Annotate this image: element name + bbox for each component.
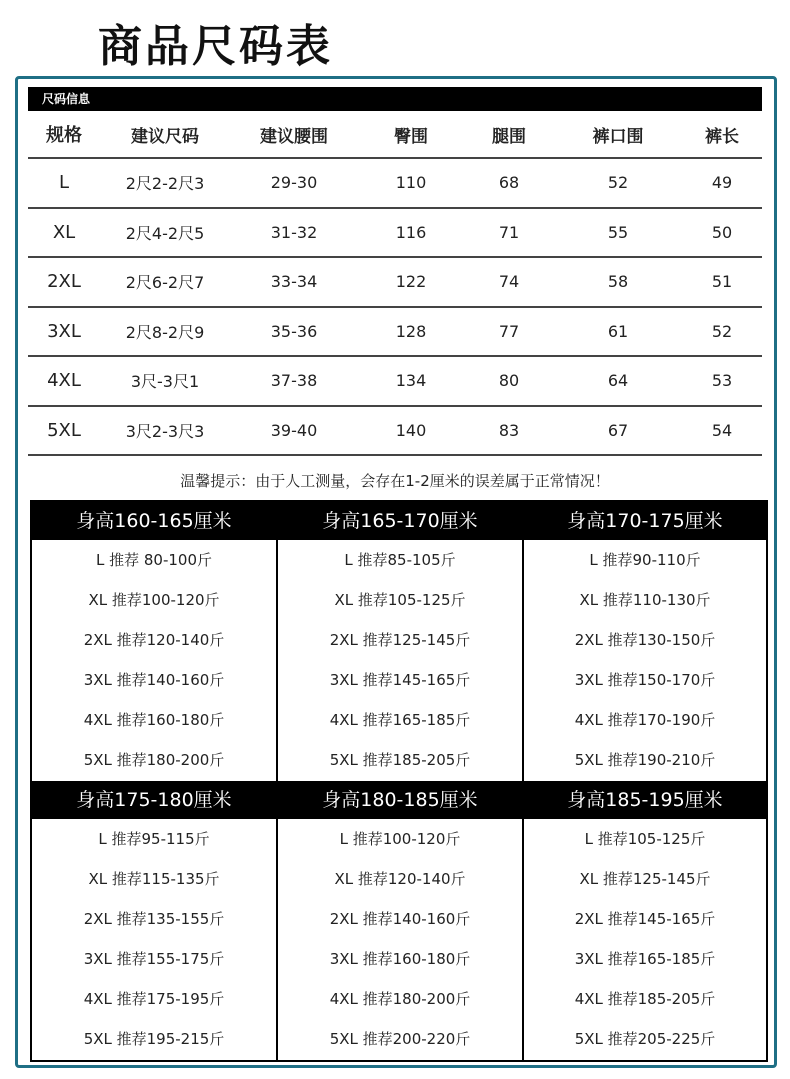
recommendation-list [278,819,522,1059]
table-cell: 53 [711,371,733,391]
list-item: 4XL 推荐180-200斤 [329,990,471,1008]
height-range-header: 身高180-185厘米 [278,781,522,819]
list-item: 4XL 推荐170-190斤 [574,711,716,729]
table-cell: 3尺2-3尺3 [125,421,205,441]
list-item: 3XL 推荐160-180斤 [329,950,471,968]
recommendation-list [522,819,768,1059]
header-cell-hem: 裤口围 [592,126,644,147]
table-cell: 64 [607,371,629,391]
list-item: XL 推荐100-120斤 [88,591,220,609]
table-row [28,308,762,358]
list-item: 3XL 推荐140-160斤 [83,671,225,689]
table-cell: 61 [607,321,629,341]
table-cell: 37-38 [270,371,318,391]
list-item: 4XL 推荐175-195斤 [83,990,225,1008]
height-group [278,781,524,1060]
table-cell: 83 [498,420,520,440]
list-item: 3XL 推荐155-175斤 [83,950,225,968]
table-cell: 58 [607,272,629,292]
table-cell: 110 [395,173,427,193]
table-cell: 39-40 [270,420,318,440]
table-cell: 4XL [47,370,81,392]
table-cell: 74 [498,272,520,292]
page-title: 商品尺码表 [98,21,333,72]
height-group [32,502,278,781]
height-range-header: 身高185-195厘米 [522,781,768,819]
header-cell-hip: 臀围 [394,126,428,147]
list-item: 4XL 推荐165-185斤 [329,711,471,729]
recommendation-list [278,540,522,780]
table-cell: 50 [711,222,733,242]
list-item: XL 推荐125-145斤 [579,870,711,888]
table-row [28,258,762,308]
table-cell: L [58,172,70,194]
table-cell: XL [52,221,76,243]
list-item: 4XL 推荐160-180斤 [83,711,225,729]
height-range-header: 身高165-170厘米 [278,502,522,540]
size-table [28,111,762,456]
table-cell: 140 [395,420,427,440]
table-cell: 134 [395,371,427,391]
table-cell: 77 [498,321,520,341]
table-cell: 31-32 [270,222,318,242]
table-row [28,407,762,457]
list-item: L 推荐95-115斤 [98,830,210,848]
list-item: L 推荐85-105斤 [344,551,456,569]
list-item: 3XL 推荐165-185斤 [574,950,716,968]
table-row [28,357,762,407]
table-cell: 55 [607,222,629,242]
list-item: 5XL 推荐180-200斤 [83,751,225,769]
table-header-row [28,111,762,159]
table-cell: 35-36 [270,321,318,341]
recommendation-list [32,819,276,1059]
height-range-header: 身高170-175厘米 [522,502,768,540]
table-cell: 116 [395,222,427,242]
height-group [522,781,768,1060]
table-cell: 71 [498,222,520,242]
table-row [28,159,762,209]
header-cell-waist: 建议腰围 [260,126,328,147]
table-cell: 2尺2-2尺3 [125,174,205,194]
height-group [32,781,278,1060]
header-cell-size: 建议尺码 [131,126,199,147]
table-cell: 67 [607,420,629,440]
size-info-header: 尺码信息 [28,87,762,111]
height-group [522,502,768,781]
list-item: 2XL 推荐145-165斤 [574,910,716,928]
list-item: XL 推荐120-140斤 [334,870,466,888]
height-group [278,502,524,781]
table-cell: 2尺4-2尺5 [125,223,205,243]
table-cell: 49 [711,173,733,193]
table-cell: 80 [498,371,520,391]
size-chart-frame [15,76,777,1068]
table-cell: 122 [395,272,427,292]
list-item: 3XL 推荐150-170斤 [574,671,716,689]
recommendation-list [522,540,768,780]
list-item: 2XL 推荐130-150斤 [574,631,716,649]
list-item: L 推荐90-110斤 [589,551,701,569]
table-cell: 52 [607,173,629,193]
height-range-header: 身高175-180厘米 [32,781,276,819]
list-item: 5XL 推荐200-220斤 [329,1030,471,1048]
table-cell: 3尺-3尺1 [130,372,200,392]
list-item: 5XL 推荐205-225斤 [574,1030,716,1048]
table-cell: 2XL [47,271,81,293]
tip-text: 温馨提示：由于人工测量，会存在1-2厘米的误差属于正常情况！ [180,472,610,490]
header-cell-spec: 规格 [46,125,82,146]
list-item: L 推荐 80-100斤 [95,551,213,569]
table-cell: 2尺6-2尺7 [125,273,205,293]
table-body [28,159,762,456]
list-item: 4XL 推荐185-205斤 [574,990,716,1008]
header-cell-thigh: 腿围 [492,126,526,147]
height-range-header: 身高160-165厘米 [32,502,276,540]
list-item: 5XL 推荐195-215斤 [83,1030,225,1048]
list-item: 2XL 推荐135-155斤 [83,910,225,928]
table-cell: 33-34 [270,272,318,292]
list-item: 5XL 推荐185-205斤 [329,751,471,769]
list-item: 2XL 推荐140-160斤 [329,910,471,928]
list-item: L 推荐100-120斤 [339,830,461,848]
table-row [28,209,762,259]
list-item: 2XL 推荐125-145斤 [329,631,471,649]
table-cell: 2尺8-2尺9 [125,322,205,342]
list-item: XL 推荐105-125斤 [334,591,466,609]
table-cell: 51 [711,272,733,292]
list-item: 5XL 推荐190-210斤 [574,751,716,769]
table-cell: 52 [711,321,733,341]
header-cell-length: 裤长 [705,126,739,147]
list-item: 3XL 推荐145-165斤 [329,671,471,689]
recommendation-list [32,540,276,780]
list-item: XL 推荐115-135斤 [88,870,220,888]
table-cell: 68 [498,173,520,193]
list-item: XL 推荐110-130斤 [579,591,711,609]
table-cell: 3XL [47,320,81,342]
table-cell: 29-30 [270,173,318,193]
table-cell: 5XL [47,419,81,441]
list-item: 2XL 推荐120-140斤 [83,631,225,649]
weight-recommendation-grid [30,500,768,1062]
list-item: L 推荐105-125斤 [584,830,706,848]
table-cell: 54 [711,420,733,440]
table-cell: 128 [395,321,427,341]
